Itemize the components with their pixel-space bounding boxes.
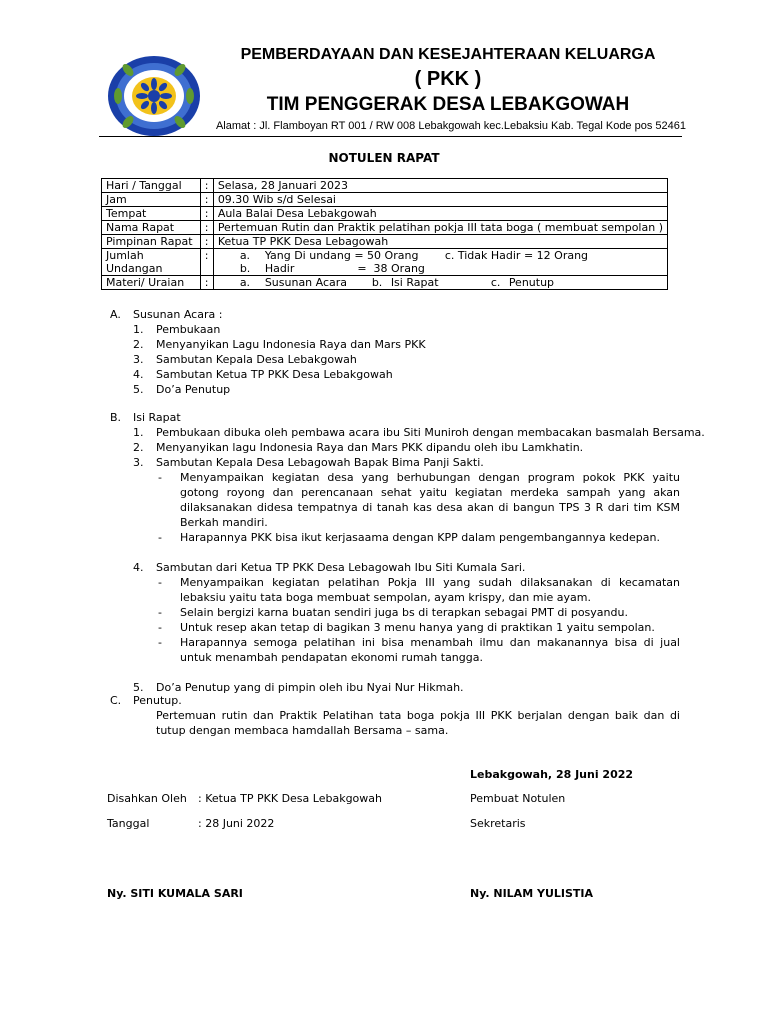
- bullet-item: [110, 635, 680, 665]
- org-name-line2: ( PKK ): [414, 68, 482, 90]
- undangan-label: Undangan: [106, 262, 163, 275]
- document-title: NOTULEN RAPAT: [328, 151, 440, 165]
- info-sep: :: [200, 221, 213, 235]
- bullet-item: [110, 575, 680, 605]
- item-text: Menyanyikan lagu Indonesia Raya dan Mars PKK dipandu oleh ibu Lamkhatin.: [156, 441, 584, 454]
- section-b: [110, 410, 705, 695]
- list-item: [110, 337, 680, 352]
- info-sep: :: [200, 179, 213, 193]
- info-value: Selasa, 28 Januari 2023: [213, 179, 667, 193]
- item-text: Sambutan Kepala Desa Lebakgowah: [156, 353, 357, 366]
- item-text: Sambutan Ketua TP PKK Desa Lebakgowah: [156, 368, 393, 381]
- list-marker: b.: [371, 276, 383, 289]
- bullet-dash: -: [158, 531, 162, 544]
- item-number: 3.: [133, 353, 144, 366]
- disahkan-value: : Ketua TP PKK Desa Lebakgowah: [198, 792, 382, 805]
- item-text: Do’a Penutup yang di pimpin oleh ibu Nyai Nur Hikmah.: [156, 681, 464, 694]
- table-row: [102, 235, 668, 249]
- info-value: Ketua TP PKK Desa Lebagowah: [213, 235, 667, 249]
- info-sep: :: [200, 193, 213, 207]
- info-sep: :: [200, 235, 213, 249]
- table-row: [102, 249, 668, 276]
- org-name-line3: TIM PENGGERAK DESA LEBAKGOWAH: [266, 94, 630, 115]
- item-text: Sambutan dari Ketua TP PKK Desa Lebagowah Ibu Siti Kumala Sari.: [156, 561, 526, 574]
- item-text: Pembukaan: [156, 323, 221, 336]
- list-item: [110, 455, 680, 470]
- list-marker: a.: [239, 249, 251, 262]
- item-text: Do’a Penutup: [156, 383, 231, 396]
- materi-item: Isi Rapat: [390, 276, 439, 289]
- item-number: 1.: [133, 323, 144, 336]
- present-count: Hadir = 38 Orang: [264, 262, 425, 275]
- info-label: Jam: [102, 193, 201, 207]
- bullet-dash: -: [158, 621, 162, 634]
- item-number: 4.: [133, 368, 144, 381]
- info-label: Pimpinan Rapat: [102, 235, 201, 249]
- tanggal-value: : 28 Juni 2022: [198, 817, 275, 830]
- place-date: Lebakgowah, 28 Juni 2022: [470, 768, 634, 781]
- bullet-dash: -: [158, 636, 162, 649]
- list-item: [110, 425, 705, 440]
- table-row: [102, 276, 668, 290]
- bullet-item: [110, 470, 680, 530]
- item-text: Pembukaan dibuka oleh pembawa acara ibu Siti Muniroh dengan membacakan basmalah Bersama.: [156, 426, 705, 439]
- item-text: Sambutan Kepala Desa Lebagowah Bapak Bima Panji Sakti.: [156, 456, 484, 469]
- list-item: [110, 440, 680, 455]
- table-row: [102, 179, 668, 193]
- signer-left-name: Ny. SITI KUMALA SARI: [107, 887, 243, 900]
- item-number: 2.: [133, 441, 144, 454]
- table-row: [102, 221, 668, 235]
- bullet-dash: -: [158, 576, 162, 589]
- table-row: [102, 193, 668, 207]
- list-marker: a.: [239, 276, 251, 289]
- bullet-text: Menyampaikan kegiatan pelatihan Pokja III yang sudah dilaksanakan di kecamatan lebaksiu yaitu tata boga membuat sempolan, ayam krispy, dan mie ayam.: [180, 576, 680, 604]
- bullet-dash: -: [158, 471, 162, 484]
- info-label: Hari / Tanggal: [102, 179, 201, 193]
- info-value: Aula Balai Desa Lebakgowah: [213, 207, 667, 221]
- section-a: [110, 307, 680, 397]
- list-item: [110, 352, 680, 367]
- info-value: [213, 249, 667, 276]
- materi-item: Susunan Acara: [264, 276, 348, 289]
- item-number: 3.: [133, 456, 144, 469]
- signer-right-name: Ny. NILAM YULISTIA: [470, 887, 594, 900]
- sekretaris-label: Sekretaris: [470, 817, 526, 830]
- item-number: 5.: [133, 383, 144, 396]
- section-marker: B.: [110, 411, 122, 424]
- list-item: [110, 560, 680, 575]
- section-heading: Penutup.: [133, 694, 182, 707]
- materi-item: Penutup: [508, 276, 555, 289]
- list-marker: b.: [239, 262, 251, 275]
- section-c: [110, 693, 680, 738]
- bullet-text: Selain bergizi karna buatan sendiri juga bs di terapkan sebagai PMT di posyandu.: [180, 606, 628, 619]
- list-item: [110, 322, 680, 337]
- item-number: 1.: [133, 426, 144, 439]
- info-sep: :: [200, 207, 213, 221]
- info-value: [213, 276, 667, 290]
- invited-count: Yang Di undang = 50 Orang: [264, 249, 419, 262]
- pembuat-notulen-label: Pembuat Notulen: [470, 792, 566, 805]
- tanggal-label: Tanggal: [107, 817, 150, 830]
- bullet-text: Untuk resep akan tetap di bagikan 3 menu hanya yang di praktikan 1 yaitu sempolan.: [180, 621, 655, 634]
- org-address: Alamat : Jl. Flamboyan RT 001 / RW 008 Lebakgowah kec.Lebaksiu Kab. Tegal Kode pos 52461: [215, 120, 686, 132]
- section-marker: A.: [110, 308, 121, 321]
- section-marker: C.: [110, 694, 122, 707]
- list-item: [110, 382, 680, 397]
- header-divider: [99, 136, 682, 137]
- info-label: Nama Rapat: [102, 221, 201, 235]
- info-label: [102, 249, 201, 276]
- list-marker: c.: [490, 276, 501, 289]
- item-text: Menyanyikan Lagu Indonesia Raya dan Mars PKK: [156, 338, 426, 351]
- info-label: Materi/ Uraian: [102, 276, 201, 290]
- info-value: 09.30 Wib s/d Selesai: [213, 193, 667, 207]
- bullet-item: [110, 530, 680, 545]
- info-label: Tempat: [102, 207, 201, 221]
- meeting-info-table: [101, 178, 668, 290]
- item-number: 2.: [133, 338, 144, 351]
- bullet-text: Menyampaikan kegiatan desa yang berhubungan dengan program pokok PKK yaitu gotong royong dan perencanaan sehat yaitu kegiatan merdeka sampah yang akan dilaksanakan didesa tempatnya di tanah kas desa akan di bangun TPS 3 R dari tim KSM Berkah mandiri.: [180, 471, 680, 529]
- bullet-item: [110, 605, 680, 620]
- section-heading: Susunan Acara :: [133, 308, 223, 321]
- jumlah-label: Jumlah: [106, 249, 144, 262]
- list-item: [110, 367, 680, 382]
- info-sep: :: [200, 249, 213, 276]
- bullet-text: Harapannya semoga pelatihan ini bisa menambah ilmu dan makanannya bisa di jual untuk menambah pendapatan ekonomi rumah tangga.: [180, 636, 680, 664]
- org-name-line1: PEMBERDAYAAN DAN KESEJAHTERAAN KELUARGA: [240, 46, 656, 63]
- bullet-dash: -: [158, 606, 162, 619]
- info-value: Pertemuan Rutin dan Praktik pelatihan pokja III tata boga ( membuat sempolan ): [213, 221, 667, 235]
- item-number: 5.: [133, 681, 144, 694]
- absent-count: c. Tidak Hadir = 12 Orang: [444, 249, 589, 262]
- disahkan-label: Disahkan Oleh: [107, 792, 187, 805]
- item-number: 4.: [133, 561, 144, 574]
- closing-text: Pertemuan rutin dan Praktik Pelatihan tata boga pokja III PKK berjalan dengan baik dan di tutup dengan membaca hamdallah Bersama – sama.: [156, 709, 680, 737]
- section-heading: Isi Rapat: [133, 411, 181, 424]
- info-sep: :: [200, 276, 213, 290]
- bullet-item: [110, 620, 680, 635]
- table-row: [102, 207, 668, 221]
- bullet-text: Harapannya PKK bisa ikut kerjasaama dengan KPP dalam pengembangannya kedepan.: [180, 531, 660, 544]
